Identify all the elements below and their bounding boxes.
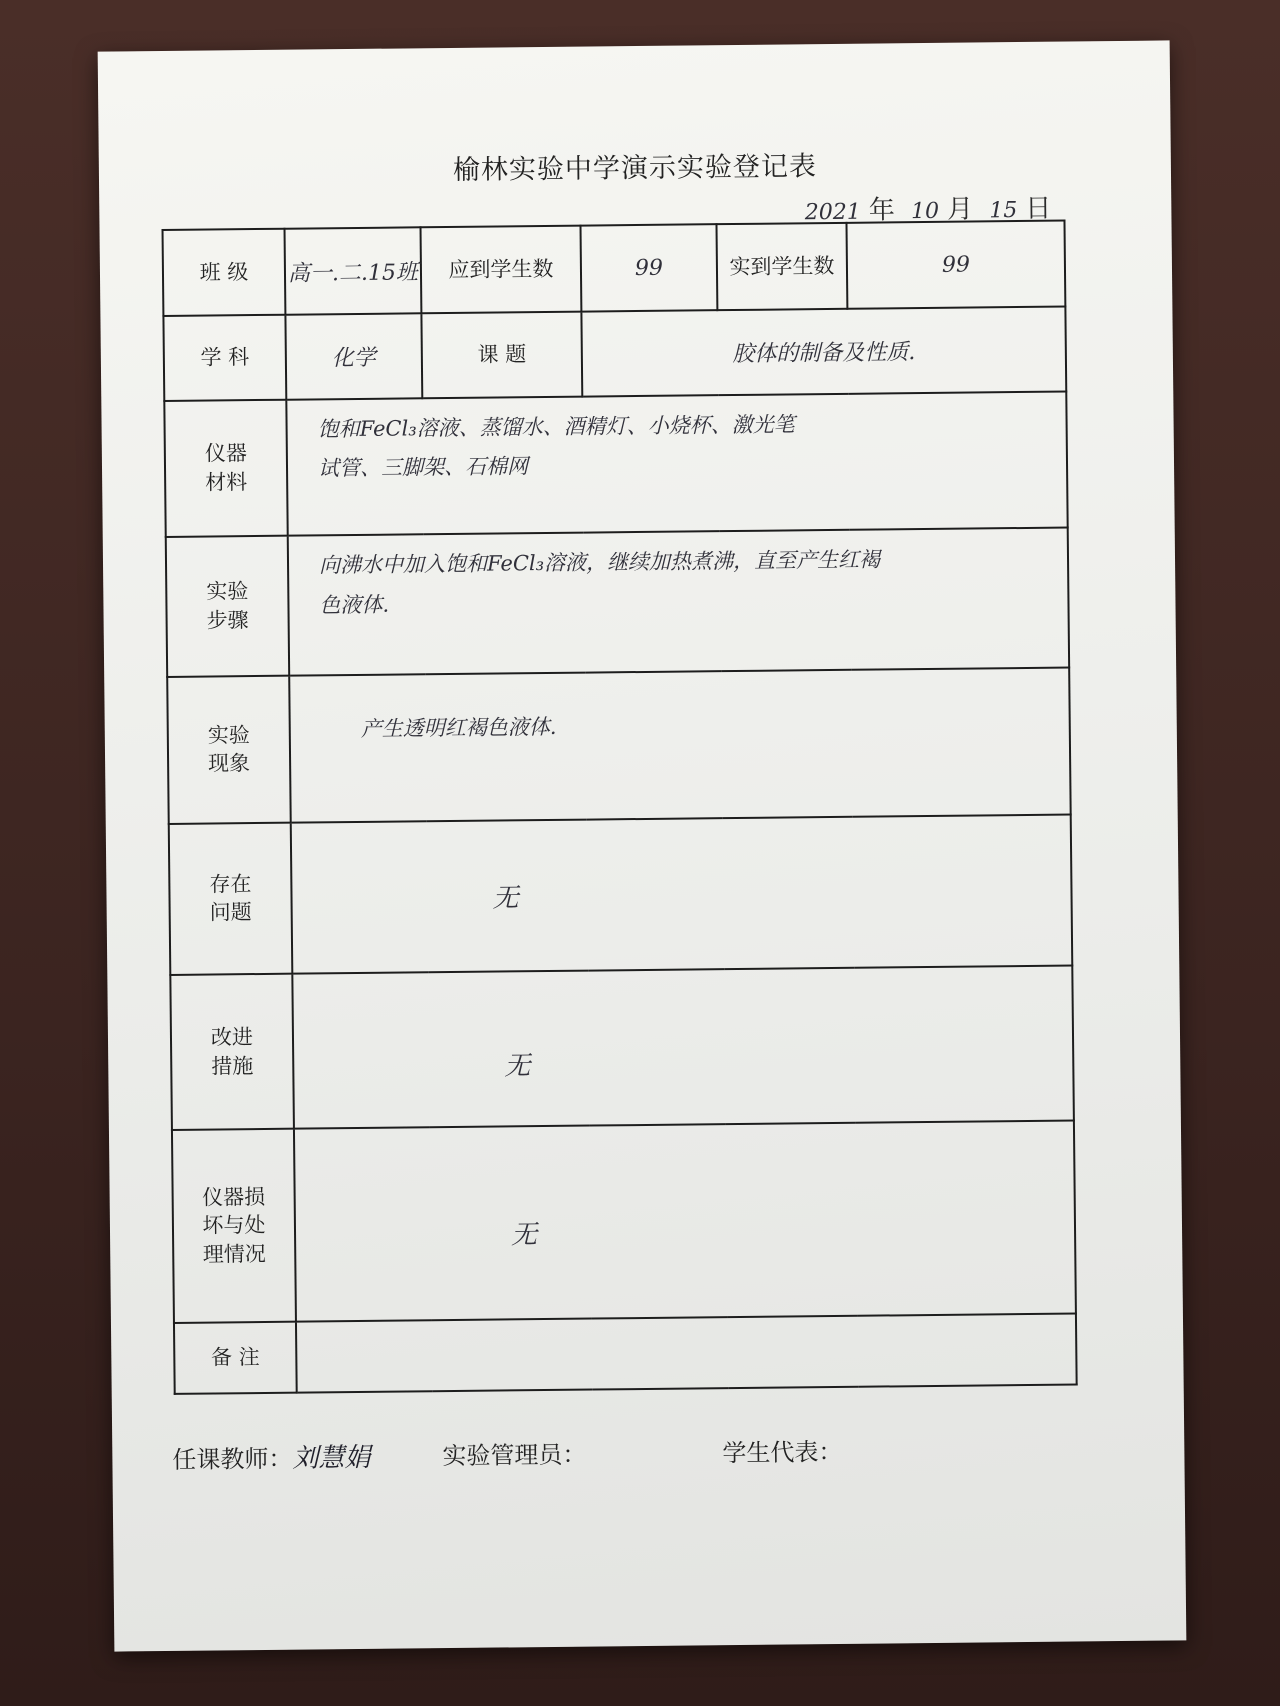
- date-month: 10: [910, 198, 940, 225]
- date-day-label: 日: [1025, 193, 1052, 224]
- damage-label-line: 仪器损: [202, 1185, 266, 1210]
- phenomenon-label-line: 实验: [207, 723, 250, 748]
- damage-value: 无: [510, 1219, 538, 1250]
- actual-students-value: [846, 221, 1065, 310]
- teacher-field: [172, 1437, 370, 1476]
- actual-students-text: 99: [941, 252, 971, 278]
- table-row: [169, 814, 1073, 975]
- problems-value: 无: [492, 883, 519, 914]
- materials-label-line: 材料: [205, 469, 248, 495]
- admin-label: 实验管理员：: [442, 1440, 587, 1471]
- registration-table: [162, 220, 1078, 1395]
- teacher-signature: 刘慧娟: [292, 1442, 371, 1474]
- expected-students-text: 99: [634, 255, 664, 281]
- materials-line: 饱和FeCl₃溶液、蒸馏水、酒精灯、小烧杯、激光笔: [317, 411, 795, 441]
- steps-label-line: 步骤: [206, 607, 249, 633]
- remark-content: [296, 1313, 1077, 1392]
- topic-value-text: 胶体的制备及性质.: [732, 340, 916, 368]
- subject-value-text: 化学: [331, 345, 377, 372]
- date-day: 15: [989, 198, 1018, 224]
- steps-line: 向沸水中加入饱和FeCl₃溶液，继续加热煮沸，直至产生红褐: [318, 547, 881, 578]
- admin-field: [442, 1435, 586, 1472]
- damage-content: [294, 1121, 1076, 1321]
- form-title: 榆林实验中学演示实验登记表: [452, 151, 818, 186]
- problems-content: [291, 814, 1073, 973]
- expected-students-label: 应到学生数: [421, 226, 582, 314]
- table-row: [172, 1121, 1076, 1323]
- topic-value: [581, 307, 1066, 396]
- materials-content: [286, 391, 1067, 535]
- damage-label: [172, 1129, 296, 1322]
- registration-form-paper: [98, 40, 1187, 1651]
- class-value: [285, 227, 422, 315]
- expected-students-value: [581, 224, 718, 312]
- subject-label: 学 科: [163, 315, 286, 400]
- damage-label-line: 坏与处: [202, 1213, 266, 1239]
- actual-students-label: 实到学生数: [716, 223, 847, 311]
- class-value-text: 高一.二.15班: [287, 260, 419, 287]
- class-label: 班 级: [163, 229, 286, 317]
- steps-line: 色液体.: [319, 592, 390, 617]
- improve-value: 无: [504, 1050, 531, 1082]
- table-row: [166, 527, 1069, 677]
- subject-value: [285, 314, 422, 400]
- phenomenon-value: 产生透明红褐色液体.: [360, 714, 557, 741]
- phenomenon-content: [289, 668, 1070, 823]
- phenomenon-label-line: 现象: [207, 751, 251, 776]
- improve-label-line: 改进: [210, 1025, 254, 1050]
- problems-label-line: 问题: [209, 900, 252, 925]
- table-row: [163, 307, 1066, 401]
- date-month-label: 月: [946, 194, 974, 225]
- student-rep-field: [722, 1432, 842, 1468]
- materials-label-line: 仪器: [204, 441, 247, 466]
- steps-content: [288, 527, 1069, 676]
- remark-label: 备 注: [174, 1321, 297, 1394]
- materials-label: [164, 399, 287, 536]
- steps-label: [166, 535, 289, 677]
- steps-label-line: 实验: [206, 579, 249, 605]
- form-footer: [172, 1429, 1092, 1474]
- table-row: [167, 668, 1070, 824]
- improve-content: [292, 966, 1074, 1130]
- student-rep-label: 学生代表：: [722, 1437, 843, 1468]
- improve-label: [170, 974, 294, 1131]
- phenomenon-label: [167, 676, 291, 824]
- date-year-label: 年: [868, 195, 895, 226]
- table-row: [164, 391, 1067, 536]
- teacher-label: 任课教师：: [172, 1444, 293, 1474]
- problems-label-line: 存在: [209, 872, 252, 897]
- date-year: 2021: [804, 199, 861, 226]
- topic-label: 课 题: [421, 312, 582, 398]
- materials-line: 试管、三脚架、石棉网: [317, 454, 529, 481]
- improve-label-line: 措施: [211, 1053, 254, 1079]
- problems-label: [169, 823, 293, 975]
- table-row: [174, 1313, 1077, 1394]
- table-row: [170, 966, 1074, 1131]
- damage-label-line: 理情况: [202, 1241, 266, 1267]
- table-row: [163, 221, 1066, 317]
